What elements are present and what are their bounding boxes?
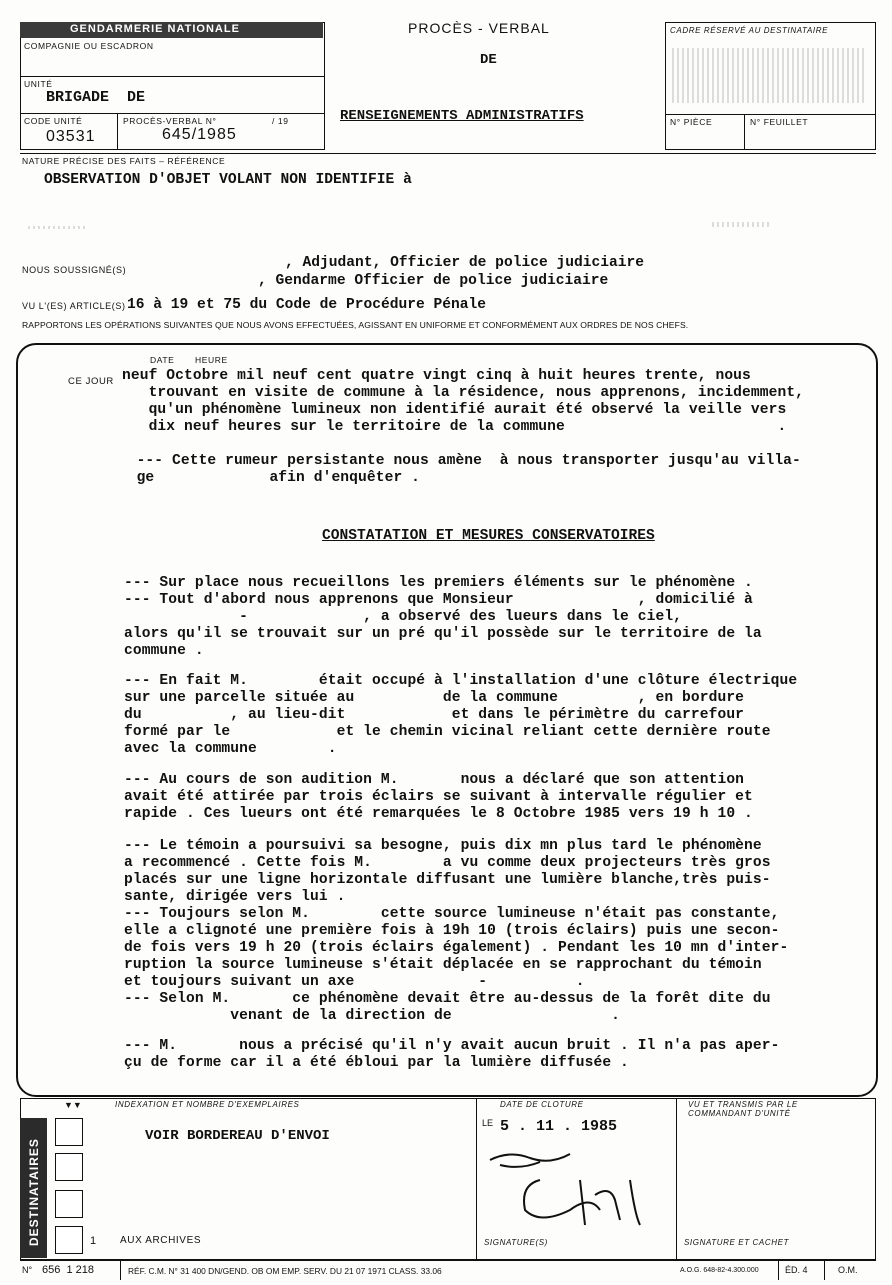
articles-label: VU L'(ES) ARTICLE(S) (22, 301, 126, 311)
dest-checkbox-3[interactable] (55, 1190, 83, 1218)
signature-image (480, 1140, 670, 1240)
body-line: sante, dirigée vers lui . (124, 889, 346, 905)
sig-cachet-label: SIGNATURE ET CACHET (684, 1238, 790, 1247)
section-heading: CONSTATATION ET MESURES CONSERVATOIRES (322, 528, 655, 544)
body-line: venant de la direction de . (124, 1008, 621, 1024)
archive-count: 1 (90, 1235, 97, 1247)
signatures-label: SIGNATURE(S) (484, 1238, 548, 1247)
hour-label: HEURE (195, 355, 228, 365)
divider (117, 113, 118, 150)
signatories-label: NOUS SOUSSIGNÉ(S) (22, 265, 127, 275)
nature-value: OBSERVATION D'OBJET VOLANT NON IDENTIFIE à (44, 172, 412, 188)
divider (20, 153, 876, 154)
body-line: qu'un phénomène lumineux non identifié aurait été observé la veille vers (122, 402, 787, 418)
body-line: avait été attirée par trois éclairs se suivant à intervalle régulier et (124, 789, 753, 805)
company-label: COMPAGNIE OU ESCADRON (24, 41, 154, 51)
body-line: elle a clignoté une première fois à 19h 10 (trois éclairs) puis une secon- (124, 923, 780, 939)
signatory-line-2: , Gendarme Officier de police judiciaire (258, 273, 609, 289)
org-name: GENDARMERIE NATIONALE (70, 23, 240, 35)
signatory-line-1: , Adjudant, Officier de police judiciaire (285, 255, 645, 271)
edition: ÉD. 4 (785, 1265, 808, 1275)
code-unit-label: CODE UNITÉ (24, 116, 83, 126)
divider (476, 1098, 477, 1260)
divider (20, 1260, 876, 1261)
index-label: INDEXATION ET NOMBRE D'EXEMPLAIRES (115, 1100, 300, 1109)
body-line: --- En fait M. était occupé à l'installation d'une clôture électrique (124, 673, 798, 689)
om-code: O.M. (838, 1265, 858, 1275)
body-line: --- Au cours de son audition M. nous a déclaré que son attention (124, 772, 745, 788)
body-line: --- Toujours selon M. cette source lumineuse n'était pas constante, (124, 906, 780, 922)
body-line: - , a observé des lueurs dans le ciel, (124, 609, 683, 625)
scan-noise (672, 48, 867, 103)
date-label: DATE (150, 355, 175, 365)
code-unit-value: 03531 (46, 128, 96, 145)
destinataires-band (20, 1118, 47, 1258)
divider (778, 1260, 779, 1280)
body-line: ge afin d'enquêter . (110, 470, 421, 486)
bordereau-note: VOIR BORDEREAU D'ENVOI (145, 1128, 330, 1144)
org-band (20, 22, 323, 38)
dest-label: DESTINATAIRES (27, 1138, 41, 1246)
divider (665, 114, 876, 115)
body-line: formé par le et le chemin vicinal reliant cette dernière route (124, 724, 771, 740)
divider (676, 1098, 677, 1260)
body-line: rapide . Ces lueurs ont été remarquées le 8 Octobre 1985 vers 19 h 10 . (124, 806, 753, 822)
pv-number-label: PROCÈS-VERBAL N° (123, 116, 217, 126)
unit-value: BRIGADE DE (46, 89, 146, 106)
body-line: trouvant en visite de commune à la résidence, nous apprenons, incidemment, (122, 385, 805, 401)
dest-checkbox-1[interactable] (55, 1118, 83, 1146)
body-line: alors qu'il se trouvait sur un pré qu'il possède sur le territoire de la (124, 626, 762, 642)
divider (120, 1260, 121, 1280)
body-line: --- Selon M. ce phénomène devait être au-dessus de la forêt dite du (124, 991, 771, 1007)
body-line: du , au lieu-dit et dans le périmètre du carrefour (124, 707, 745, 723)
form-reference: RÉF. C.M. N° 31 400 DN/GEND. OB OM EMP. SERV. DU 21 07 1971 CLASS. 33.06 (128, 1266, 442, 1276)
scan-noise (28, 226, 88, 229)
nature-label: NATURE PRÉCISE DES FAITS – RÉFÉRENCE (22, 156, 226, 166)
body-line: --- Le témoin a poursuivi sa besogne, puis dix mn plus tard le phénomène (124, 838, 762, 854)
divider (744, 114, 745, 150)
body-line: --- Tout d'abord nous apprenons que Monsieur , domicilié à (124, 592, 753, 608)
body-line: dix neuf heures sur le territoire de la commune . (122, 419, 787, 435)
body-line: sur une parcelle située au de la commune , en bordure (124, 690, 745, 706)
ce-jour-label: CE JOUR (68, 376, 114, 387)
form-number: 656 1 218 (42, 1264, 94, 1276)
body-line: a recommencé . Cette fois M. a vu comme deux projecteurs très gros (124, 855, 771, 871)
divider (824, 1260, 825, 1280)
divider (20, 76, 325, 77)
unit-label: UNITÉ (24, 79, 53, 89)
closing-label: DATE DE CLOTURE (500, 1100, 584, 1109)
doc-title-line2: DE (480, 52, 497, 68)
body-line: çu de forme car il a été ébloui par la lumière diffusée . (124, 1055, 629, 1071)
body-line: de fois vers 19 h 20 (trois éclairs également) . Pendant les 10 mn d'inter- (124, 940, 789, 956)
pv-year-suffix: / 19 (272, 116, 289, 126)
body-line: commune . (124, 643, 204, 659)
body-line: neuf Octobre mil neuf cent quatre vingt cinq à huit heures trente, nous (122, 368, 751, 384)
articles-statement: RAPPORTONS LES OPÉRATIONS SUIVANTES QUE NOUS AVONS EFFECTUÉES, AGISSANT EN UNIFORME ET CONFORMÉMENT AUX ORDRES DE NOS CHEFS. (22, 320, 689, 330)
pv-number-value: 645/1985 (162, 126, 237, 143)
body-line: --- Sur place nous recueillons les premiers éléments sur le phénomène . (124, 575, 753, 591)
articles-value: 16 à 19 et 75 du Code de Procédure Pénale (127, 297, 487, 313)
dest-checkbox-2[interactable] (55, 1153, 83, 1181)
doc-title-line3: RENSEIGNEMENTS ADMINISTRATIFS (340, 108, 584, 124)
body-line: ruption la source lumineuse s'était déplacée en se rapprochant du témoin (124, 957, 762, 973)
doc-title-line1: PROCÈS - VERBAL (408, 20, 550, 36)
arrow-icon: ▼▼ (64, 1100, 82, 1110)
body-line: et toujours suivant un axe - . (124, 974, 585, 990)
body-line: placés sur une ligne horizontale diffusant une lumière blanche,très puis- (124, 872, 771, 888)
divider (20, 113, 325, 114)
archives-label: AUX ARCHIVES (120, 1235, 202, 1246)
feuillet-label: N° FEUILLET (750, 117, 809, 127)
reserved-label: CADRE RÉSERVÉ AU DESTINATAIRE (670, 26, 829, 35)
body-line: --- Cette rumeur persistante nous amène à nous transporter jusqu'au villa- (110, 453, 801, 469)
le-label: LE (482, 1118, 494, 1128)
scan-noise (712, 222, 772, 227)
transmitted-label: VU ET TRANSMIS PAR LE COMMANDANT D'UNITÉ (688, 1100, 798, 1118)
closing-date: 5 . 11 . 1985 (500, 1118, 618, 1135)
piece-label: N° PIÈCE (670, 117, 713, 127)
dest-checkbox-4[interactable] (55, 1226, 83, 1254)
body-line: avec la commune . (124, 741, 337, 757)
form-no-label: N° (22, 1265, 33, 1275)
body-line: --- M. nous a précisé qu'il n'y avait aucun bruit . Il n'a pas aper- (124, 1038, 780, 1054)
print-reference: A.O.G. 648-82-4.300.000 (680, 1267, 759, 1274)
